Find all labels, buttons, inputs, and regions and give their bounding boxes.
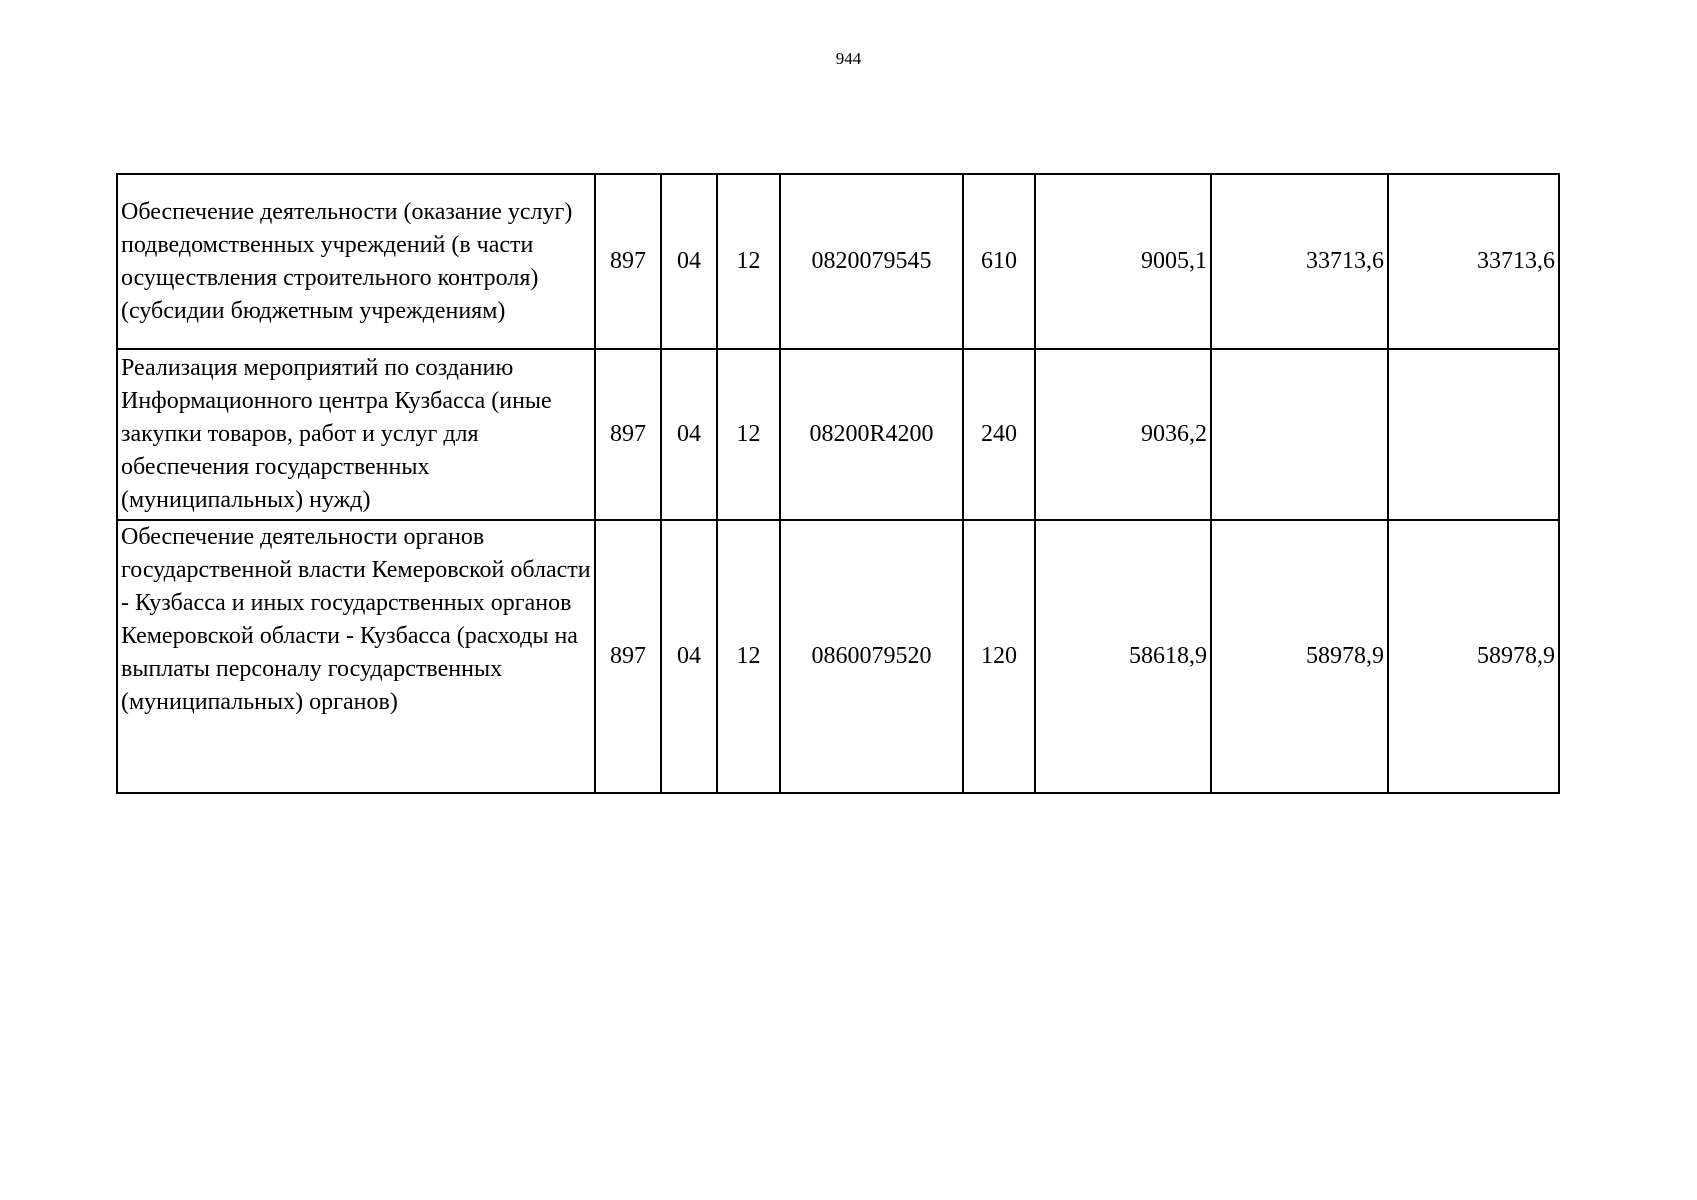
amount-3: 58978,9 [1388,520,1559,793]
target-article-code: 08200R4200 [780,349,963,520]
budget-table [116,173,1560,794]
ministry-code: 897 [595,349,661,520]
target-article-code: 0820079545 [780,174,963,349]
page-number: 944 [835,49,862,68]
amount-3 [1388,349,1559,520]
section-code: 04 [661,174,717,349]
expense-type-code: 610 [963,174,1035,349]
amount-2 [1211,349,1388,520]
expense-type-code: 120 [963,520,1035,793]
subsection-code: 12 [717,520,780,793]
subsection-code: 12 [717,174,780,349]
amount-1: 58618,9 [1035,520,1211,793]
row-description: Обеспечение деятельности органов государственной власти Кемеровской области - Кузбасса и иных государственных органов Кемеровской области - Кузбасса (расходы на выплаты персоналу государственных (муниципальных) органов) [117,520,595,793]
amount-3: 33713,6 [1388,174,1559,349]
section-code: 04 [661,520,717,793]
table-row [117,520,1559,793]
amount-2: 58978,9 [1211,520,1388,793]
target-article-code: 0860079520 [780,520,963,793]
expense-type-code: 240 [963,349,1035,520]
table-row [117,174,1559,349]
row-description: Обеспечение деятельности (оказание услуг) подведомственных учреждений (в части осуществления строительного контроля) (субсидии бюджетным учреждениям) [117,174,595,349]
table-row [117,349,1559,520]
row-description: Реализация мероприятий по созданию Информационного центра Кузбасса (иные закупки товаров, работ и услуг для обеспечения государственных (муниципальных) нужд) [117,349,595,520]
amount-2: 33713,6 [1211,174,1388,349]
amount-1: 9005,1 [1035,174,1211,349]
amount-1: 9036,2 [1035,349,1211,520]
subsection-code: 12 [717,349,780,520]
ministry-code: 897 [595,520,661,793]
ministry-code: 897 [595,174,661,349]
section-code: 04 [661,349,717,520]
